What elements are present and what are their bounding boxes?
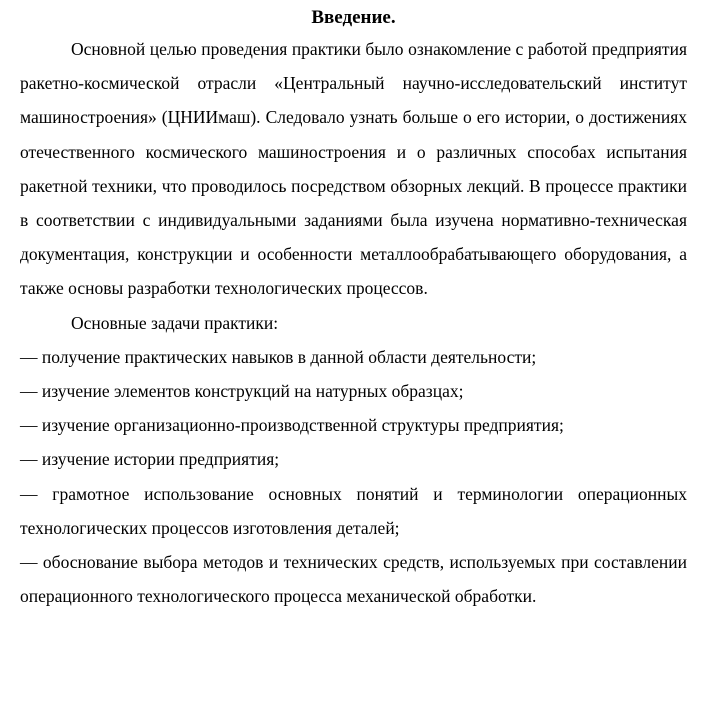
- page-title: Введение.: [311, 7, 396, 28]
- tasks-heading: Основные задачи практики:: [71, 312, 279, 333]
- task-item-5: — грамотное использование основных понятий и терминологии операционных технологических процессов изготовления деталей;: [20, 483, 687, 538]
- task-item-3: — изучение организационно-производственной структуры предприятия;: [20, 415, 564, 436]
- task-item-6: — обоснование выбора методов и технических средств, используемых при составлении операционного технологического процесса механической обработки.: [20, 552, 687, 607]
- task-item-1: — получение практических навыков в данной области деятельности;: [20, 346, 537, 367]
- tasks-list: [20, 340, 687, 614]
- intro-paragraph: Основной целью проведения практики было ознакомление с работой предприятия ракетно-космической отрасли «Центральный научно-исследовательский институт машиностроения» (ЦНИИмаш). Следовало узнать больше о его истории, о достижениях отечественного космического машиностроения и о различных способах испытания ракетной техники, что проводилось посредством обзорных лекций. В процессе практики в соответствии с индивидуальными заданиями была изучена нормативно-техническая документация, конструкции и особенности металлообрабатывающего оборудования, а также основы разработки технологических процессов.: [20, 39, 687, 299]
- task-item-4: — изучение истории предприятия;: [20, 449, 280, 470]
- task-item-2: — изучение элементов конструкций на натурных образцах;: [20, 381, 464, 402]
